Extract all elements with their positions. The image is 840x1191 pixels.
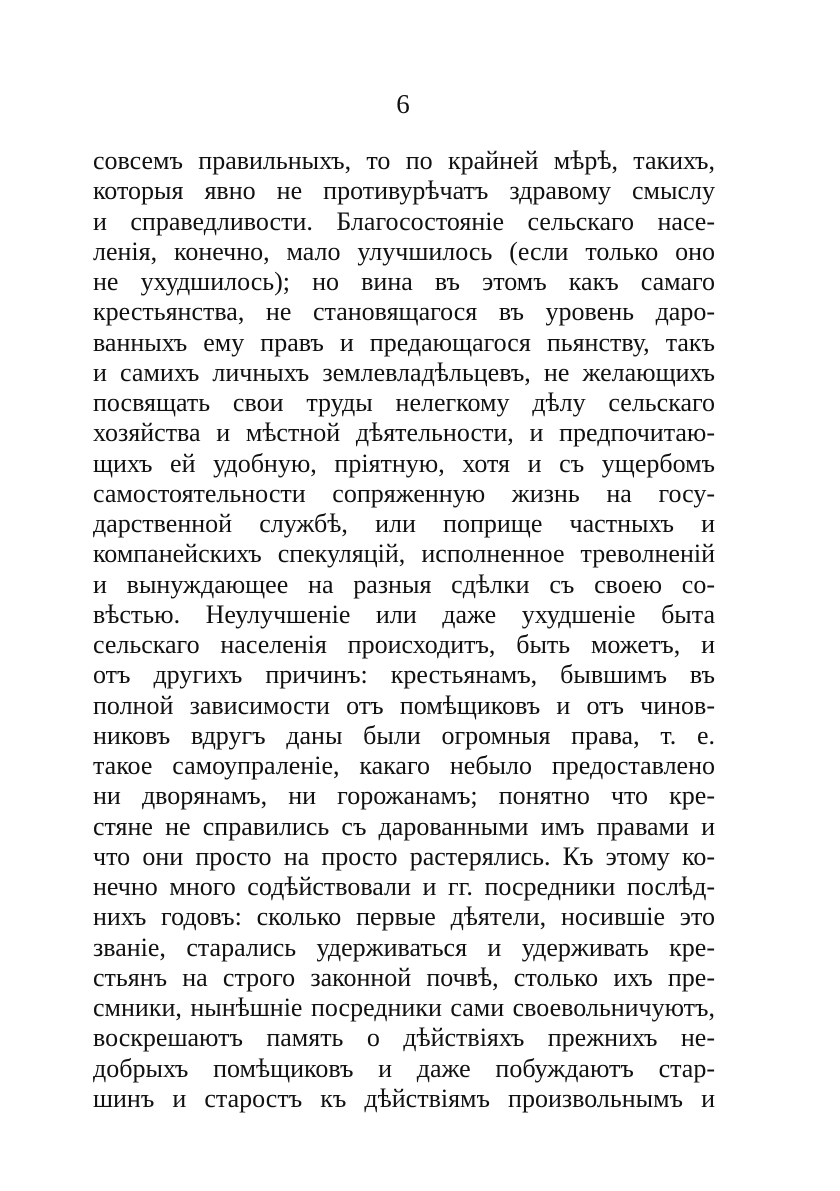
text-line: шинъ и старостъ къ дѣйствіямъ произвольнымъ и: [93, 1083, 715, 1113]
text-line: сельскаго населенія происходитъ, быть можетъ, и: [93, 630, 715, 659]
body-text: [93, 146, 715, 1114]
text-line: крестьянства, не становящагося въ уровень даро-: [93, 297, 715, 327]
text-line: воскрешаютъ память о дѣйствіяхъ прежнихъ не-: [93, 1023, 715, 1053]
text-line: хозяйства и мѣстной дѣятельности, и предпочитаю-: [93, 418, 715, 448]
text-line: званіе, старались удерживаться и удерживать кре-: [93, 932, 715, 962]
text-line: самостоятельности сопряженную жизнь на госу-: [93, 478, 715, 508]
text-line: и вынуждающее на разныя сдѣлки съ своею со-: [93, 569, 715, 599]
text-line: и самихъ личныхъ землевладѣльцевъ, не желающихъ: [93, 357, 715, 387]
text-line: нихъ годовъ: сколько первые дѣятели, носившіе это: [93, 902, 715, 932]
page-number: 6: [396, 89, 410, 119]
text-line: нечно много содѣйствовали и гг. посредники послѣд-: [93, 872, 715, 901]
text-line: смники, нынѣшніе посредники сами своевольничуютъ,: [93, 993, 715, 1022]
text-line: стяне не справились съ дарованными имъ правами и: [93, 811, 715, 841]
text-line: дарственной службѣ, или поприще частныхъ и: [93, 509, 715, 538]
text-line: отъ другихъ причинъ: крестьянамъ, бывшимъ въ: [93, 660, 715, 690]
text-line: добрыхъ помѣщиковъ и даже побуждаютъ стар-: [93, 1053, 715, 1083]
text-line: посвящать свои труды нелегкому дѣлу сельскаго: [93, 388, 715, 417]
text-line: что они просто на просто растерялись. Къ этому ко-: [93, 841, 715, 871]
text-line: ванныхъ ему правъ и предающагося пьянству, такъ: [93, 327, 715, 357]
text-line: не ухудшилось); но вина въ этомъ какъ самаго: [93, 267, 715, 296]
text-line: стьянъ на строго законной почвѣ, столько ихъ пре-: [93, 962, 715, 992]
text-line: совсемъ правильныхъ, то по крайней мѣрѣ, такихъ,: [93, 146, 715, 175]
text-line: никовъ вдругъ даны были огромныя права, т. е.: [93, 720, 715, 750]
text-line: ни дворянамъ, ни горожанамъ; понятно что кре-: [93, 781, 715, 811]
text-line: компанейскихъ спекуляцій, исполненное треволненій: [93, 539, 715, 569]
text-line: которыя явно не противурѣчатъ здравому смыслу: [93, 176, 715, 206]
text-line: полной зависимости отъ помѣщиковъ и отъ чинов-: [93, 690, 715, 720]
text-line: ленія, конечно, мало улучшилось (если только оно: [93, 236, 715, 266]
text-line: такое самоупраленіе, какаго небыло предоставлено: [93, 751, 715, 780]
text-line: вѣстью. Неулучшеніе или даже ухудшеніе быта: [93, 599, 715, 629]
text-line: и справедливости. Благосостояніе сельскаго насе-: [93, 206, 715, 236]
text-line: щихъ ей удобную, пріятную, хотя и съ ущербомъ: [93, 448, 715, 478]
